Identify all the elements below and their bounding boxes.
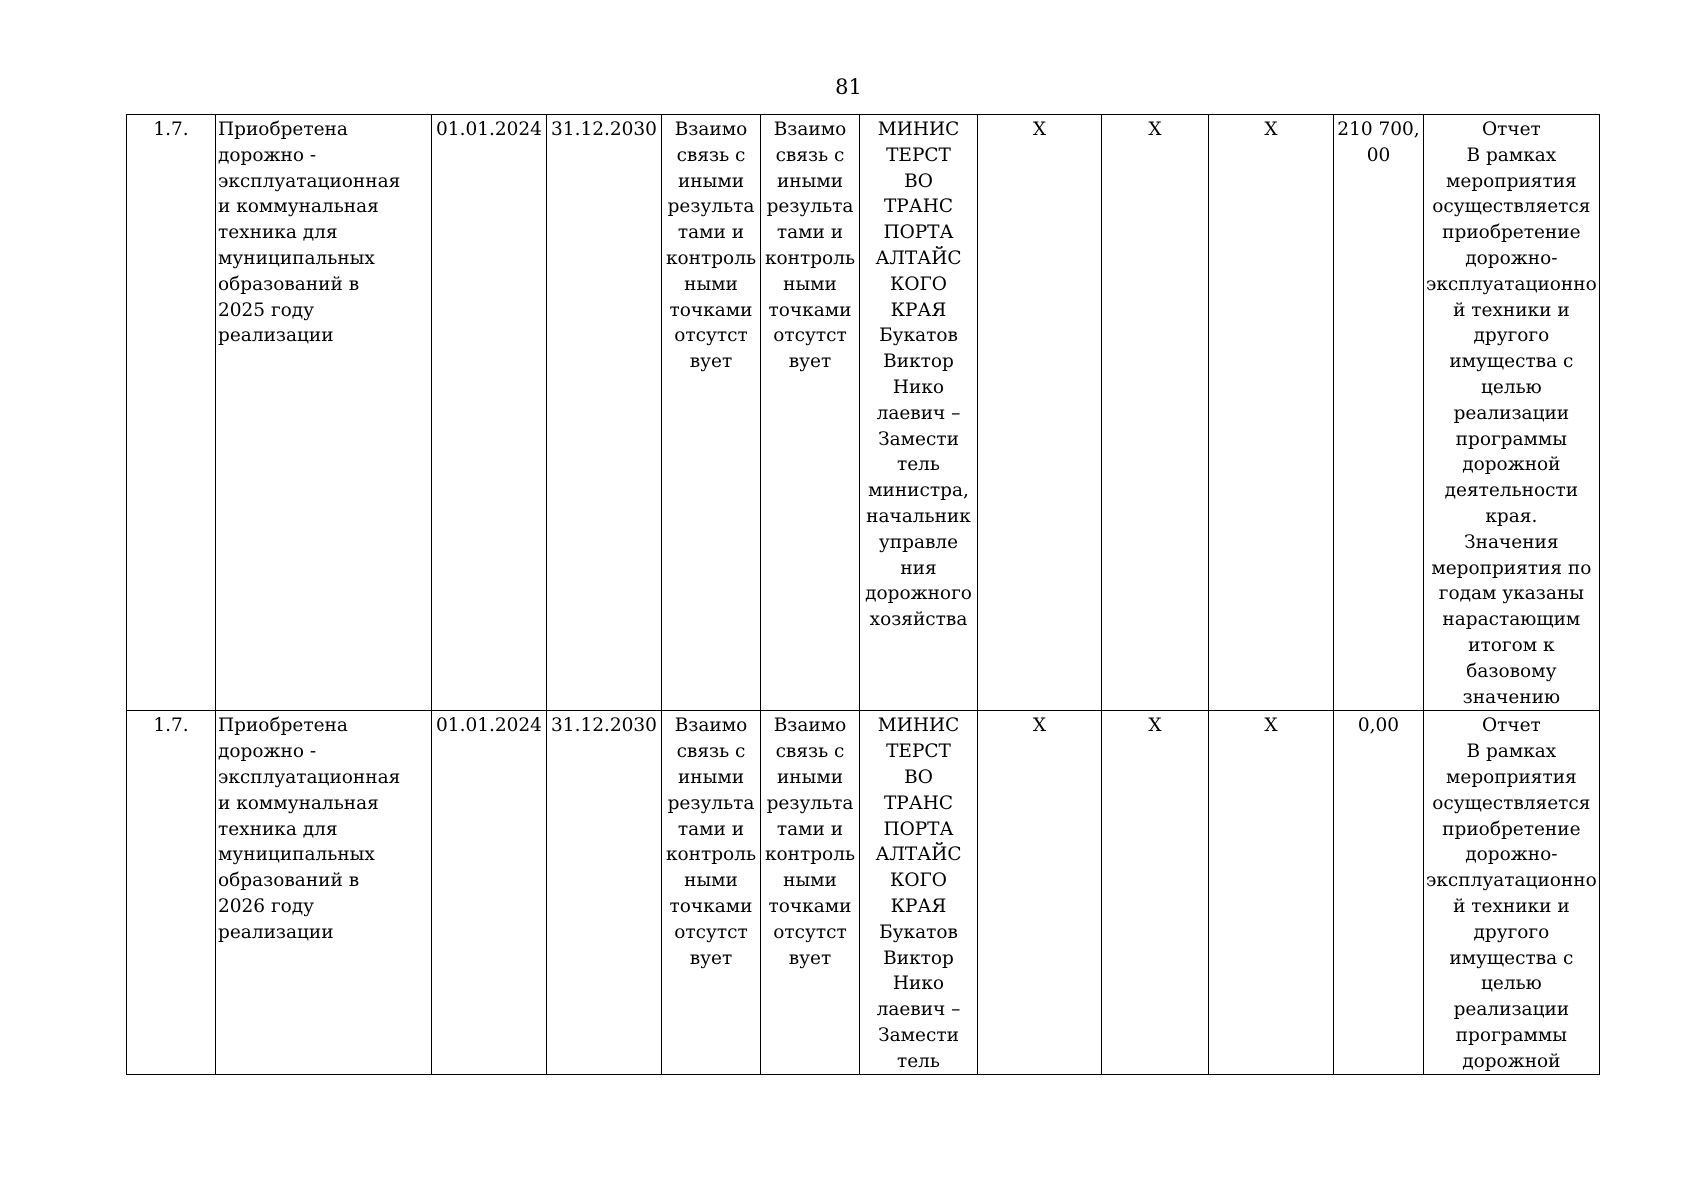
cell-line: связь с <box>676 144 746 166</box>
cell-line: 2026 году <box>218 895 315 917</box>
cell-line: дорожно- <box>1465 844 1558 866</box>
cell-line: и коммунальная <box>218 196 379 218</box>
cell-line: Замести <box>878 1024 959 1046</box>
cell-line: й техники и <box>1453 895 1570 917</box>
cell-line: осуществляется <box>1432 196 1591 218</box>
cell-line: вует <box>788 947 832 969</box>
cell-line: целью <box>1480 376 1542 398</box>
cell-line: й техники и <box>1453 299 1570 321</box>
relation-cell <box>761 711 860 1075</box>
cell-line: приобретение <box>1442 818 1581 840</box>
cell-line: тами и <box>677 818 745 840</box>
cell-line: дорожно - <box>218 741 317 763</box>
cell-line: отсутст <box>773 921 847 943</box>
cell-line: МИНИС <box>877 119 960 140</box>
cell-line: программы <box>1455 1024 1568 1046</box>
cell-line: нарастающим <box>1442 609 1581 631</box>
cell-line: ными <box>684 273 738 295</box>
cell-line: мероприятия по <box>1431 557 1592 579</box>
responsible-cell <box>860 115 978 711</box>
cell-line: базовому <box>1466 660 1557 682</box>
page-number: 81 <box>835 75 862 99</box>
cell-line: точками <box>768 895 852 917</box>
cell-line: КОГО <box>890 273 947 295</box>
value-cell <box>1334 711 1424 1075</box>
cell-line: мероприятия <box>1445 170 1577 192</box>
cell-line: техника для <box>218 222 338 244</box>
cell-line: В рамках <box>1466 144 1557 166</box>
cell-line: Отчет <box>1481 715 1541 737</box>
x-mark-cell: X <box>1102 115 1209 711</box>
cell-line: эксплуатационно <box>1426 273 1597 295</box>
cell-line: дорожно- <box>1465 247 1558 269</box>
result-name-cell <box>216 115 432 711</box>
cell-line: 210 700, <box>1337 119 1420 140</box>
relation-cell <box>761 115 860 711</box>
cell-line: эксплуатационная <box>218 170 401 192</box>
cell-line: дорожной <box>1462 1050 1561 1072</box>
x-mark-cell: X <box>1209 711 1334 1075</box>
cell-line: результа <box>667 792 755 814</box>
x-mark-cell: X <box>978 115 1102 711</box>
cell-line: эксплуатационно <box>1426 870 1597 892</box>
cell-line: тель <box>896 1050 940 1072</box>
cell-line: иными <box>677 170 745 192</box>
end-date-cell: 31.12.2030 <box>547 115 662 711</box>
cell-line: Букатов <box>879 921 958 943</box>
cell-line: отсутст <box>773 325 847 347</box>
cell-line: Взаимо <box>773 119 847 140</box>
cell-line: КРАЯ <box>890 895 947 917</box>
cell-line: отсутст <box>674 325 748 347</box>
results-table <box>126 114 1600 1075</box>
cell-line: другого <box>1473 921 1550 943</box>
cell-line: реализации <box>218 325 334 347</box>
cell-line: вует <box>689 947 733 969</box>
start-date-cell: 01.01.2024 <box>432 711 547 1075</box>
cell-line: точками <box>669 299 753 321</box>
start-date-cell: 01.01.2024 <box>432 115 547 711</box>
responsible-cell <box>860 711 978 1075</box>
table-row <box>127 711 1600 1075</box>
cell-line: 2025 году <box>218 299 315 321</box>
cell-line: министра, <box>868 480 969 502</box>
cell-line: осуществляется <box>1432 792 1591 814</box>
cell-line: Отчет <box>1481 119 1541 140</box>
cell-line: лаевич – <box>876 402 961 424</box>
cell-line: тами и <box>776 222 844 244</box>
x-mark-cell: X <box>1209 115 1334 711</box>
cell-line: Виктор <box>883 947 954 969</box>
cell-line: ными <box>684 870 738 892</box>
cell-line: контроль <box>764 844 856 866</box>
cell-line: вует <box>689 351 733 373</box>
cell-line: Взаимо <box>674 715 748 737</box>
cell-line: приобретение <box>1442 222 1581 244</box>
cell-line: другого <box>1473 325 1550 347</box>
cell-line: мероприятия <box>1445 766 1577 788</box>
cell-line: иными <box>677 766 745 788</box>
cell-line: ния <box>900 557 937 579</box>
end-date-cell: 31.12.2030 <box>547 711 662 1075</box>
cell-line: ными <box>783 273 837 295</box>
cell-line: ными <box>783 870 837 892</box>
cell-line: образований в <box>218 870 360 892</box>
cell-line: точками <box>768 299 852 321</box>
cell-line: и коммунальная <box>218 792 379 814</box>
cell-line: иными <box>776 170 844 192</box>
row-number-cell: 1.7. <box>127 711 216 1075</box>
cell-line: результа <box>766 196 854 218</box>
cell-line: техника для <box>218 818 338 840</box>
cell-line: ВО <box>904 766 933 788</box>
cell-line: Взаимо <box>674 119 748 140</box>
relation-cell <box>662 115 761 711</box>
table-row <box>127 115 1600 711</box>
row-number-cell: 1.7. <box>127 115 216 711</box>
cell-line: МИНИС <box>877 715 960 737</box>
cell-line: управле <box>878 531 959 553</box>
cell-line: образований в <box>218 273 360 295</box>
cell-line: края. <box>1485 505 1538 527</box>
x-mark-cell: X <box>978 711 1102 1075</box>
cell-line: муниципальных <box>218 844 375 866</box>
cell-line: тами и <box>677 222 745 244</box>
cell-line: связь с <box>676 741 746 763</box>
cell-line: дорожно - <box>218 144 317 166</box>
cell-line: связь с <box>775 741 845 763</box>
cell-line: годам указаны <box>1438 583 1584 605</box>
cell-line: имущества с <box>1449 351 1574 373</box>
cell-line: КРАЯ <box>890 299 947 321</box>
cell-line: иными <box>776 766 844 788</box>
cell-line: дорожного <box>865 583 972 605</box>
cell-line: ПОРТА <box>883 818 954 840</box>
cell-line: Значения <box>1464 531 1559 553</box>
cell-line: Приобретена <box>218 715 348 737</box>
cell-line: В рамках <box>1466 741 1557 763</box>
cell-line: контроль <box>665 844 757 866</box>
cell-line: Нико <box>892 376 945 398</box>
cell-line: муниципальных <box>218 247 375 269</box>
cell-line: реализации <box>218 921 334 943</box>
cell-line: лаевич – <box>876 999 961 1021</box>
cell-line: начальник <box>866 505 971 527</box>
cell-line: ТЕРСТ <box>886 144 951 166</box>
cell-line: АЛТАЙС <box>875 247 962 269</box>
cell-line: контроль <box>665 247 757 269</box>
cell-line: АЛТАЙС <box>875 844 962 866</box>
cell-line: 00 <box>1366 144 1391 166</box>
cell-line: ПОРТА <box>883 222 954 244</box>
relation-cell <box>662 711 761 1075</box>
cell-line: Виктор <box>883 351 954 373</box>
cell-line: реализации <box>1453 402 1570 424</box>
report-cell <box>1424 115 1600 711</box>
cell-line: значению <box>1462 686 1561 708</box>
cell-line: тами и <box>776 818 844 840</box>
cell-line: эксплуатационная <box>218 766 401 788</box>
cell-line: результа <box>667 196 755 218</box>
cell-line: деятельности <box>1444 480 1579 502</box>
cell-line: реализации <box>1453 999 1570 1021</box>
cell-line: результа <box>766 792 854 814</box>
cell-line: Взаимо <box>773 715 847 737</box>
x-mark-cell: X <box>1102 711 1209 1075</box>
cell-line: связь с <box>775 144 845 166</box>
cell-line: 0,00 <box>1357 715 1400 737</box>
cell-line: точками <box>669 895 753 917</box>
result-name-cell <box>216 711 432 1075</box>
cell-line: программы <box>1455 428 1568 450</box>
cell-line: ТРАНС <box>883 196 954 218</box>
cell-line: тель <box>896 454 940 476</box>
value-cell <box>1334 115 1424 711</box>
cell-line: дорожной <box>1462 454 1561 476</box>
cell-line: Приобретена <box>218 119 348 140</box>
cell-line: хозяйства <box>869 609 968 631</box>
cell-line: отсутст <box>674 921 748 943</box>
report-cell <box>1424 711 1600 1075</box>
cell-line: ТРАНС <box>883 792 954 814</box>
cell-line: итогом к <box>1468 634 1555 656</box>
cell-line: Замести <box>878 428 959 450</box>
cell-line: вует <box>788 351 832 373</box>
cell-line: Букатов <box>879 325 958 347</box>
cell-line: целью <box>1480 973 1542 995</box>
cell-line: контроль <box>764 247 856 269</box>
cell-line: ТЕРСТ <box>886 741 951 763</box>
cell-line: ВО <box>904 170 933 192</box>
cell-line: КОГО <box>890 870 947 892</box>
cell-line: имущества с <box>1449 947 1574 969</box>
cell-line: Нико <box>892 973 945 995</box>
